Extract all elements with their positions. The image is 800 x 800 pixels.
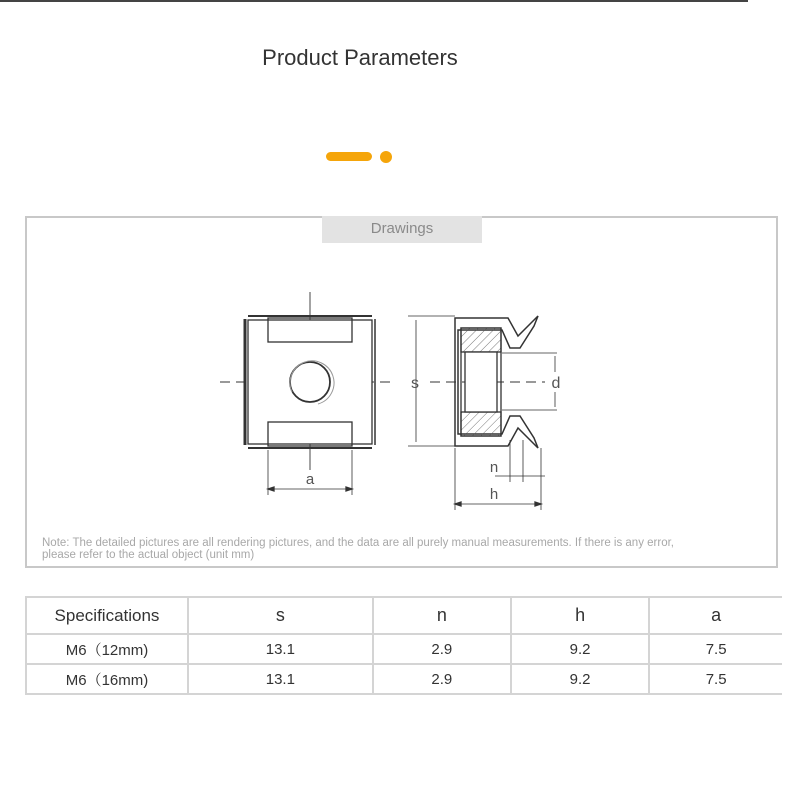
cell-s: 13.1 xyxy=(188,664,373,694)
header-n: n xyxy=(373,597,511,634)
cell-spec: M6（12mm) xyxy=(26,634,188,664)
accent-bar xyxy=(326,152,372,161)
drawing-note xyxy=(42,537,762,561)
dimension-h-label: h xyxy=(489,486,499,503)
header-h: h xyxy=(511,597,649,634)
dimension-d-label: d xyxy=(551,375,560,392)
side-view xyxy=(408,316,557,510)
accent-dot xyxy=(380,151,392,163)
cell-n: 2.9 xyxy=(373,664,511,694)
dimension-a-label: a xyxy=(305,471,315,488)
dimension-n-label: n xyxy=(489,459,499,476)
top-divider xyxy=(0,0,748,2)
specifications-table xyxy=(25,596,782,695)
header-a: a xyxy=(649,597,782,634)
header-specifications: Specifications xyxy=(26,597,188,634)
cell-a: 7.5 xyxy=(649,664,782,694)
cell-s: 13.1 xyxy=(188,634,373,664)
cell-a: 7.5 xyxy=(649,634,782,664)
note-line-2: please refer to the actual object (unit mm) xyxy=(42,549,255,561)
cell-h: 9.2 xyxy=(511,634,649,664)
cell-h: 9.2 xyxy=(511,664,649,694)
front-view xyxy=(220,292,396,495)
table-header-row xyxy=(26,597,782,634)
dimension-s-label: s xyxy=(411,375,419,392)
table-row xyxy=(26,664,782,694)
cell-n: 2.9 xyxy=(373,634,511,664)
technical-drawing xyxy=(200,280,560,520)
note-line-1: Note: The detailed pictures are all rendering pictures, and the data are all purely manual measurements. If there is any error, xyxy=(42,537,674,549)
page-title: Product Parameters xyxy=(262,45,458,70)
drawings-tab-label: Drawings xyxy=(322,216,482,243)
header-s: s xyxy=(188,597,373,634)
cell-spec: M6（16mm) xyxy=(26,664,188,694)
table-row xyxy=(26,634,782,664)
